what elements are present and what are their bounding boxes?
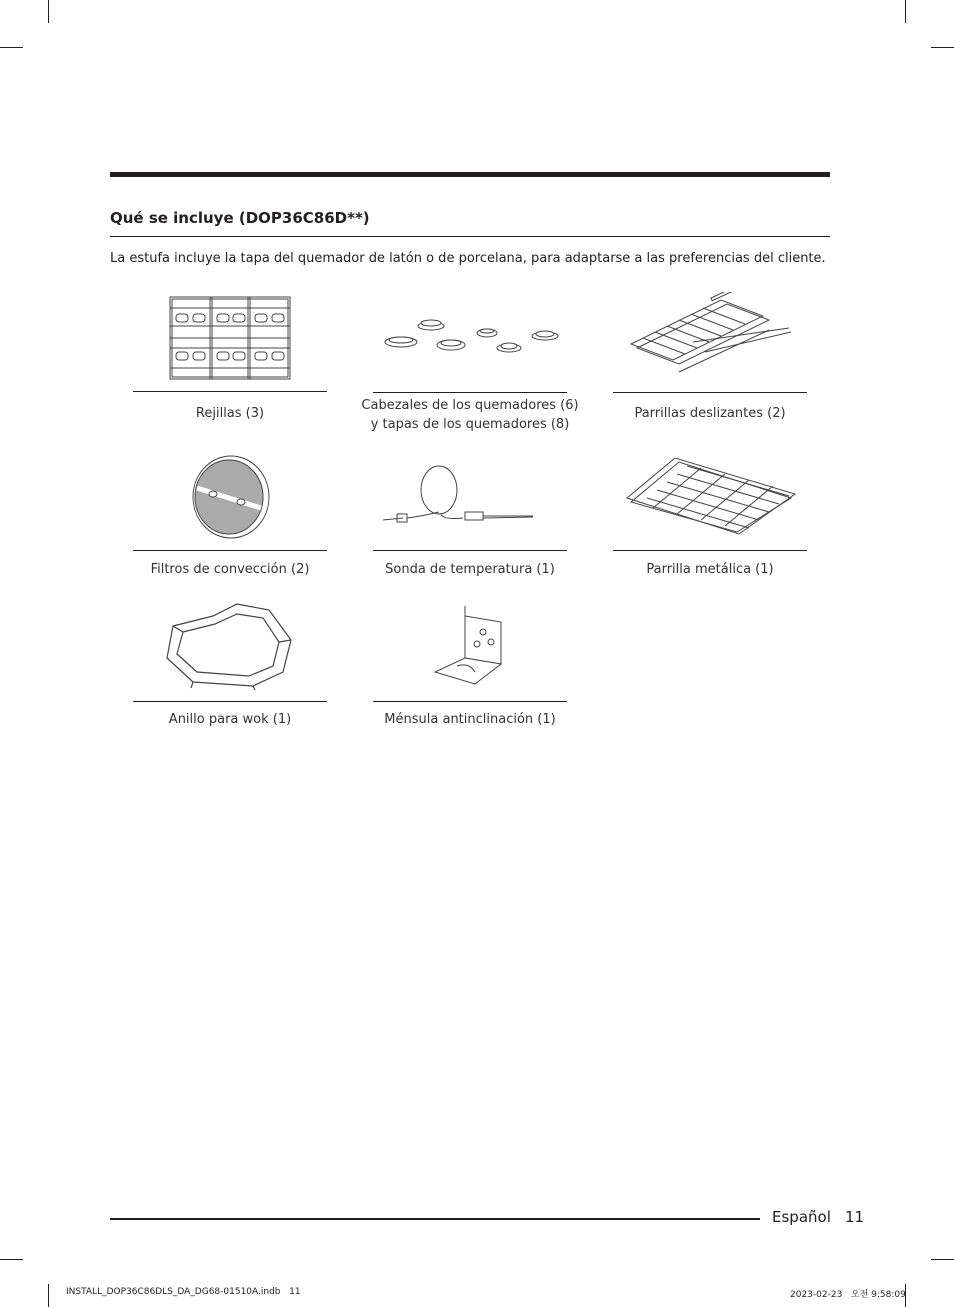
item-caption: Rejillas (3) xyxy=(195,406,265,421)
section-title: Qué se incluye (DOP36C86D**) xyxy=(110,209,370,227)
crop-mark xyxy=(48,1284,49,1307)
crop-mark xyxy=(48,0,49,23)
item-caption: Ménsula antinclinación (1) xyxy=(384,712,556,727)
wok-ring-icon xyxy=(133,602,327,692)
item-caption: Filtros de convección (2) xyxy=(150,562,310,577)
item-rule xyxy=(133,391,327,392)
convection-filter-icon xyxy=(133,452,327,540)
footer-rule xyxy=(110,1218,760,1220)
footer-language: Español xyxy=(772,1208,831,1226)
section-top-rule xyxy=(110,172,830,177)
section-title-rule xyxy=(110,236,830,237)
item-caption xyxy=(353,396,587,434)
item-caption-line: y tapas de los quemadores (8) xyxy=(370,417,570,432)
crop-mark xyxy=(931,1259,954,1260)
item-caption: Sonda de temperatura (1) xyxy=(385,562,555,577)
item-rule xyxy=(133,701,327,702)
item-caption: Parrillas deslizantes (2) xyxy=(634,406,786,421)
item-rule xyxy=(613,550,807,551)
anti-tip-bracket-icon xyxy=(373,602,567,692)
item-rule xyxy=(373,701,567,702)
sliding-racks-icon xyxy=(613,292,807,384)
item-rule xyxy=(613,392,807,393)
item-caption-line: Cabezales de los quemadores (6) xyxy=(361,398,579,413)
section-intro: La estufa incluye la tapa del quemador de latón o de porcelana, para adaptarse a las preferencias del cliente. xyxy=(110,251,826,266)
item-rule xyxy=(373,392,567,393)
burner-caps-icon xyxy=(373,310,567,360)
print-file-slug: INSTALL_DOP36C86DLS_DA_DG68-01510A.indb 11 xyxy=(66,1287,301,1297)
print-timestamp: 2023-02-23 오전 9:58:09 xyxy=(790,1290,906,1300)
crop-mark xyxy=(0,1259,23,1260)
temperature-probe-icon xyxy=(373,464,567,540)
wire-rack-icon xyxy=(613,452,807,540)
crop-mark xyxy=(0,47,23,48)
crop-mark xyxy=(931,47,954,48)
grates-icon xyxy=(133,294,327,384)
item-caption: Parrilla metálica (1) xyxy=(646,562,774,577)
item-rule xyxy=(373,550,567,551)
item-rule xyxy=(133,550,327,551)
crop-mark xyxy=(905,0,906,23)
page-number: 11 xyxy=(845,1208,865,1226)
item-caption: Anillo para wok (1) xyxy=(168,712,292,727)
